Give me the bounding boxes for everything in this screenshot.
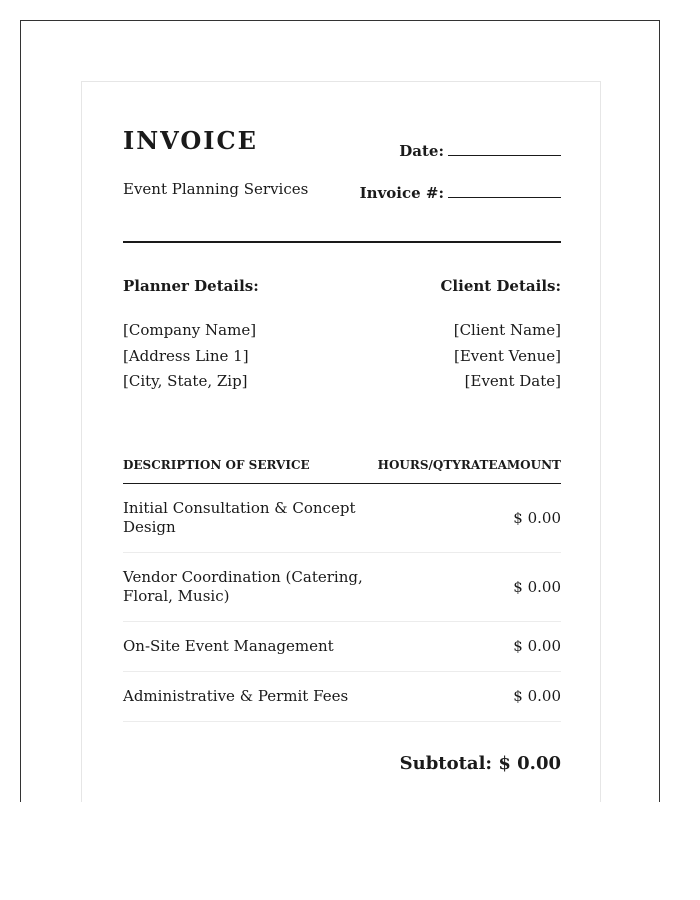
planner-address-line: [Address Line 1] bbox=[123, 346, 249, 365]
date-field bbox=[399, 142, 561, 160]
planner-details-list bbox=[123, 318, 256, 395]
client-event-date: [Event Date] bbox=[464, 372, 561, 390]
row-amount: $ 0.00 bbox=[513, 637, 561, 655]
header-divider bbox=[123, 241, 561, 243]
row-amount: $ 0.00 bbox=[513, 578, 561, 596]
planner-company-name: [Company Name] bbox=[123, 321, 257, 339]
client-details-heading: Client Details: bbox=[440, 277, 561, 295]
invoice-number-label: Invoice #: bbox=[359, 184, 444, 202]
column-header-group bbox=[378, 458, 561, 472]
row-amount: $ 0.00 bbox=[513, 687, 561, 705]
invoice-title: INVOICE bbox=[123, 126, 258, 155]
client-details-list bbox=[454, 318, 561, 395]
subtotal-value: $ 0.00 bbox=[498, 753, 561, 774]
column-header-amount: AMOUNT bbox=[497, 458, 561, 472]
column-header-description: DESCRIPTION OF SERVICE bbox=[123, 458, 310, 472]
table-row bbox=[123, 553, 561, 622]
row-description: Initial Consultation & Concept Design bbox=[123, 499, 356, 536]
invoice-number-blank-line bbox=[448, 184, 561, 198]
column-header-hours-qty: HOURS/QTY bbox=[377, 458, 461, 472]
table-row bbox=[123, 484, 561, 553]
invoice-number-field bbox=[360, 184, 561, 202]
row-amount: $ 0.00 bbox=[513, 509, 561, 527]
table-row bbox=[123, 672, 561, 722]
date-label: Date: bbox=[399, 142, 444, 160]
row-description: Vendor Coordination (Catering, Floral, Music) bbox=[123, 568, 363, 605]
client-name: [Client Name] bbox=[453, 321, 561, 339]
subtotal-label: Subtotal: bbox=[399, 753, 493, 774]
planner-details-heading: Planner Details: bbox=[123, 277, 259, 295]
planner-city-state-zip: [City, State, Zip] bbox=[123, 372, 248, 390]
row-description: Administrative & Permit Fees bbox=[123, 687, 349, 705]
invoice-subtitle: Event Planning Services bbox=[123, 180, 309, 198]
subtotal bbox=[400, 753, 561, 774]
client-event-venue: [Event Venue] bbox=[454, 346, 561, 365]
date-blank-line bbox=[448, 142, 561, 156]
invoice-sheet bbox=[81, 81, 601, 802]
services-table-header bbox=[123, 456, 561, 484]
row-description: On-Site Event Management bbox=[123, 637, 334, 655]
column-header-rate: RATE bbox=[460, 458, 498, 472]
table-row bbox=[123, 622, 561, 672]
